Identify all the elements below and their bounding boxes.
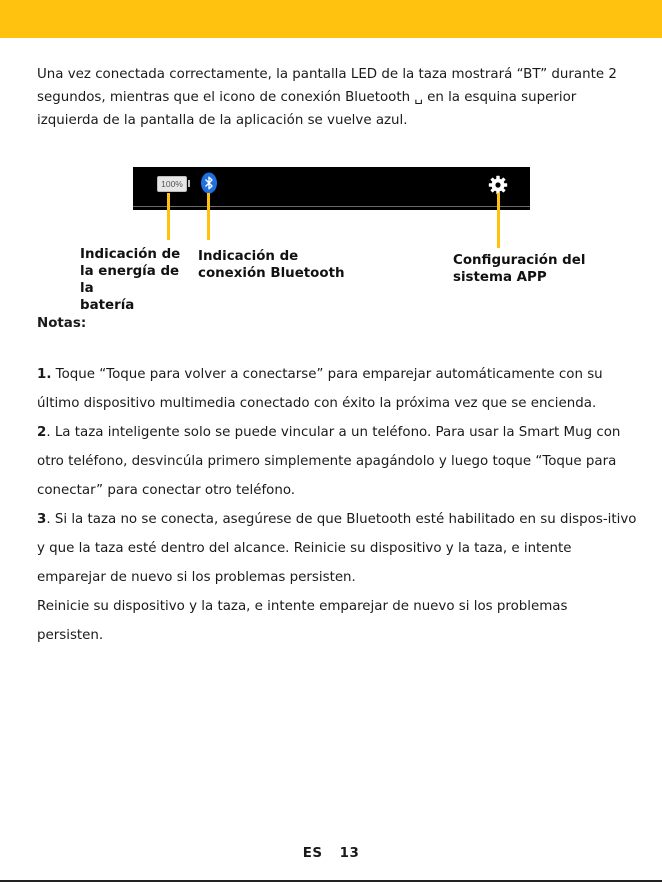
note-3-number: 3 [37, 512, 47, 527]
note-2-text: . La taza inteligente solo se puede vincular a un teléfono. Para usar la Smart Mug con otro teléfono, desvincúla primero simplemente apagándolo y luego toque “Toque para conectar” para conectar otro teléfono. [37, 425, 621, 498]
intro-text: Una vez conectada correctamente, la pantalla LED de la taza mostrará “BT” durante 2 segundos, mientras que el icono de conexión Bluetooth ␣ en la esquina superior izquierda de la pantalla de la aplicación se vuelve azul. [37, 67, 617, 128]
page-number: 13 [339, 846, 360, 861]
battery-callout: Indicación de la energía de la batería [80, 247, 181, 313]
battery-icon [157, 176, 187, 192]
settings-pointer [497, 193, 500, 248]
note-1-text: Toque “Toque para volver a conectarse” para emparejar automáticamente con su último dispositivo multimedia conectado con éxito la próxima vez que se encienda. [37, 367, 603, 411]
note-2-number: 2 [37, 425, 47, 440]
battery-level-text: 100% [161, 179, 183, 189]
intro-paragraph [37, 63, 637, 132]
settings-callout: Configuración del sistema APP [453, 253, 586, 285]
note-1 [37, 360, 637, 418]
gear-icon [488, 175, 508, 195]
notes-title: Notas: [37, 316, 87, 331]
note-3-text: . Si la taza no se conecta, asegúrese de que Bluetooth esté habilitado en su dispos-itivo y que la taza esté dentro del alcance. Reinicie su dispositivo y la taza, e intente emparejar de nuevo si los problemas persisten. [37, 512, 637, 585]
header-bar [0, 0, 662, 38]
bluetooth-icon [200, 172, 218, 194]
battery-pointer [167, 193, 170, 240]
battery-tip [188, 180, 190, 187]
footer-language: ES [302, 846, 323, 861]
note-extra [37, 592, 637, 650]
app-status-bar-screenshot [133, 167, 530, 210]
status-bar-divider [133, 206, 530, 207]
note-2 [37, 418, 637, 505]
page-footer [0, 846, 662, 861]
footer-rule [0, 880, 662, 882]
note-3 [37, 505, 637, 592]
bluetooth-pointer [207, 193, 210, 240]
bluetooth-callout: Indicación de conexión Bluetooth [198, 249, 345, 281]
note-extra-text: Reinicie su dispositivo y la taza, e intente emparejar de nuevo si los problemas persisten. [37, 599, 568, 643]
note-1-number: 1. [37, 367, 52, 382]
